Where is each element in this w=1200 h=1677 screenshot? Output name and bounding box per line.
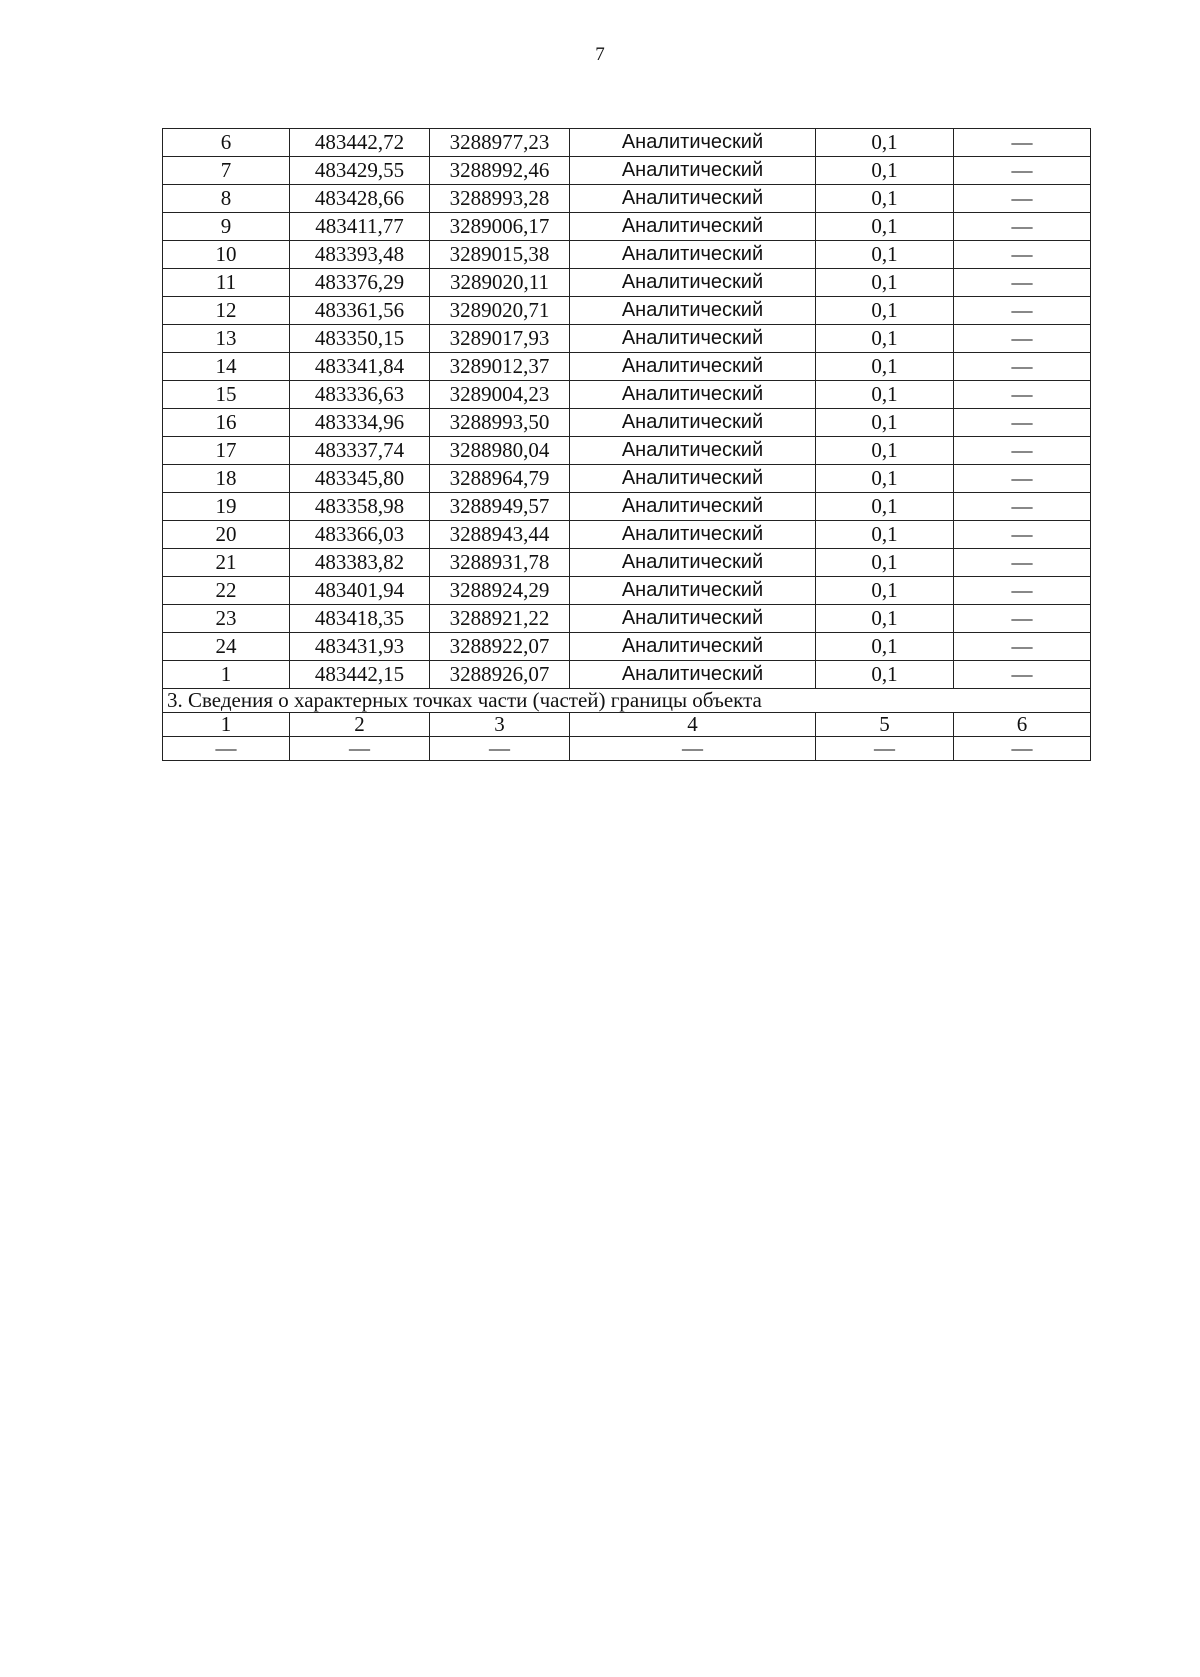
accuracy-cell: 0,1 bbox=[816, 521, 954, 549]
table-row bbox=[163, 437, 1091, 465]
y-coordinate-cell: 3289017,93 bbox=[430, 325, 570, 353]
accuracy-cell: 0,1 bbox=[816, 297, 954, 325]
accuracy-cell: 0,1 bbox=[816, 185, 954, 213]
point-number-cell: 23 bbox=[163, 605, 290, 633]
description-cell: — bbox=[954, 437, 1091, 465]
table-row bbox=[163, 549, 1091, 577]
table-row bbox=[163, 129, 1091, 157]
method-cell: Аналитический bbox=[570, 129, 816, 157]
method-cell: Аналитический bbox=[570, 213, 816, 241]
description-cell: — bbox=[954, 325, 1091, 353]
point-number-cell: 16 bbox=[163, 409, 290, 437]
table-row bbox=[163, 213, 1091, 241]
table-row bbox=[163, 465, 1091, 493]
point-number-cell: 17 bbox=[163, 437, 290, 465]
page-number: 7 bbox=[595, 44, 605, 65]
section3-header-cell: 1 bbox=[163, 713, 290, 737]
section3-empty-cell: — bbox=[430, 737, 570, 761]
method-cell: Аналитический bbox=[570, 353, 816, 381]
x-coordinate-cell: 483429,55 bbox=[290, 157, 430, 185]
point-number-cell: 19 bbox=[163, 493, 290, 521]
x-coordinate-cell: 483428,66 bbox=[290, 185, 430, 213]
x-coordinate-cell: 483350,15 bbox=[290, 325, 430, 353]
accuracy-cell: 0,1 bbox=[816, 549, 954, 577]
accuracy-cell: 0,1 bbox=[816, 213, 954, 241]
coordinates-table-body bbox=[163, 129, 1091, 689]
section3-header-cell: 4 bbox=[570, 713, 816, 737]
point-number-cell: 14 bbox=[163, 353, 290, 381]
description-cell: — bbox=[954, 465, 1091, 493]
table-row bbox=[163, 493, 1091, 521]
accuracy-cell: 0,1 bbox=[816, 465, 954, 493]
description-cell: — bbox=[954, 381, 1091, 409]
description-cell: — bbox=[954, 241, 1091, 269]
y-coordinate-cell: 3288993,50 bbox=[430, 409, 570, 437]
accuracy-cell: 0,1 bbox=[816, 409, 954, 437]
description-cell: — bbox=[954, 521, 1091, 549]
description-cell: — bbox=[954, 157, 1091, 185]
method-cell: Аналитический bbox=[570, 661, 816, 689]
y-coordinate-cell: 3288924,29 bbox=[430, 577, 570, 605]
table-row bbox=[163, 353, 1091, 381]
table-row bbox=[163, 269, 1091, 297]
x-coordinate-cell: 483337,74 bbox=[290, 437, 430, 465]
description-cell: — bbox=[954, 129, 1091, 157]
point-number-cell: 1 bbox=[163, 661, 290, 689]
x-coordinate-cell: 483334,96 bbox=[290, 409, 430, 437]
section3-header-cell: 5 bbox=[816, 713, 954, 737]
y-coordinate-cell: 3288977,23 bbox=[430, 129, 570, 157]
method-cell: Аналитический bbox=[570, 549, 816, 577]
point-number-cell: 9 bbox=[163, 213, 290, 241]
accuracy-cell: 0,1 bbox=[816, 129, 954, 157]
section3-header-row bbox=[163, 713, 1091, 737]
point-number-cell: 13 bbox=[163, 325, 290, 353]
section3-title: 3. Сведения о характерных точках части (частей) границы объекта bbox=[163, 689, 1091, 713]
accuracy-cell: 0,1 bbox=[816, 577, 954, 605]
x-coordinate-cell: 483383,82 bbox=[290, 549, 430, 577]
x-coordinate-cell: 483442,15 bbox=[290, 661, 430, 689]
point-number-cell: 11 bbox=[163, 269, 290, 297]
y-coordinate-cell: 3289012,37 bbox=[430, 353, 570, 381]
method-cell: Аналитический bbox=[570, 437, 816, 465]
accuracy-cell: 0,1 bbox=[816, 381, 954, 409]
description-cell: — bbox=[954, 493, 1091, 521]
method-cell: Аналитический bbox=[570, 493, 816, 521]
method-cell: Аналитический bbox=[570, 381, 816, 409]
accuracy-cell: 0,1 bbox=[816, 325, 954, 353]
description-cell: — bbox=[954, 353, 1091, 381]
x-coordinate-cell: 483376,29 bbox=[290, 269, 430, 297]
x-coordinate-cell: 483401,94 bbox=[290, 577, 430, 605]
coordinates-table bbox=[162, 128, 1091, 761]
accuracy-cell: 0,1 bbox=[816, 493, 954, 521]
table-row bbox=[163, 381, 1091, 409]
section3-title-row bbox=[163, 689, 1091, 713]
point-number-cell: 6 bbox=[163, 129, 290, 157]
accuracy-cell: 0,1 bbox=[816, 157, 954, 185]
table-row bbox=[163, 297, 1091, 325]
point-number-cell: 22 bbox=[163, 577, 290, 605]
table-row bbox=[163, 185, 1091, 213]
method-cell: Аналитический bbox=[570, 297, 816, 325]
description-cell: — bbox=[954, 605, 1091, 633]
x-coordinate-cell: 483442,72 bbox=[290, 129, 430, 157]
description-cell: — bbox=[954, 185, 1091, 213]
table-row bbox=[163, 325, 1091, 353]
table-row bbox=[163, 157, 1091, 185]
point-number-cell: 20 bbox=[163, 521, 290, 549]
description-cell: — bbox=[954, 633, 1091, 661]
section3-empty-cell: — bbox=[290, 737, 430, 761]
point-number-cell: 18 bbox=[163, 465, 290, 493]
x-coordinate-cell: 483345,80 bbox=[290, 465, 430, 493]
table-row bbox=[163, 633, 1091, 661]
table-row bbox=[163, 577, 1091, 605]
x-coordinate-cell: 483336,63 bbox=[290, 381, 430, 409]
x-coordinate-cell: 483431,93 bbox=[290, 633, 430, 661]
x-coordinate-cell: 483393,48 bbox=[290, 241, 430, 269]
y-coordinate-cell: 3288980,04 bbox=[430, 437, 570, 465]
method-cell: Аналитический bbox=[570, 633, 816, 661]
y-coordinate-cell: 3288926,07 bbox=[430, 661, 570, 689]
point-number-cell: 8 bbox=[163, 185, 290, 213]
table-row bbox=[163, 605, 1091, 633]
method-cell: Аналитический bbox=[570, 605, 816, 633]
y-coordinate-cell: 3288931,78 bbox=[430, 549, 570, 577]
y-coordinate-cell: 3288964,79 bbox=[430, 465, 570, 493]
section3-body bbox=[163, 689, 1091, 761]
accuracy-cell: 0,1 bbox=[816, 353, 954, 381]
accuracy-cell: 0,1 bbox=[816, 633, 954, 661]
table-row bbox=[163, 521, 1091, 549]
method-cell: Аналитический bbox=[570, 577, 816, 605]
y-coordinate-cell: 3288992,46 bbox=[430, 157, 570, 185]
x-coordinate-cell: 483361,56 bbox=[290, 297, 430, 325]
method-cell: Аналитический bbox=[570, 157, 816, 185]
accuracy-cell: 0,1 bbox=[816, 437, 954, 465]
y-coordinate-cell: 3289015,38 bbox=[430, 241, 570, 269]
table-row bbox=[163, 409, 1091, 437]
section3-empty-cell: — bbox=[816, 737, 954, 761]
y-coordinate-cell: 3288922,07 bbox=[430, 633, 570, 661]
method-cell: Аналитический bbox=[570, 269, 816, 297]
y-coordinate-cell: 3288921,22 bbox=[430, 605, 570, 633]
section3-empty-cell: — bbox=[570, 737, 816, 761]
x-coordinate-cell: 483411,77 bbox=[290, 213, 430, 241]
method-cell: Аналитический bbox=[570, 465, 816, 493]
description-cell: — bbox=[954, 297, 1091, 325]
section3-header-cell: 3 bbox=[430, 713, 570, 737]
accuracy-cell: 0,1 bbox=[816, 605, 954, 633]
method-cell: Аналитический bbox=[570, 521, 816, 549]
accuracy-cell: 0,1 bbox=[816, 241, 954, 269]
description-cell: — bbox=[954, 269, 1091, 297]
description-cell: — bbox=[954, 577, 1091, 605]
section3-empty-row bbox=[163, 737, 1091, 761]
x-coordinate-cell: 483366,03 bbox=[290, 521, 430, 549]
y-coordinate-cell: 3288949,57 bbox=[430, 493, 570, 521]
description-cell: — bbox=[954, 409, 1091, 437]
point-number-cell: 7 bbox=[163, 157, 290, 185]
x-coordinate-cell: 483358,98 bbox=[290, 493, 430, 521]
section3-header-cell: 2 bbox=[290, 713, 430, 737]
point-number-cell: 10 bbox=[163, 241, 290, 269]
method-cell: Аналитический bbox=[570, 325, 816, 353]
description-cell: — bbox=[954, 213, 1091, 241]
y-coordinate-cell: 3289020,71 bbox=[430, 297, 570, 325]
y-coordinate-cell: 3289006,17 bbox=[430, 213, 570, 241]
point-number-cell: 24 bbox=[163, 633, 290, 661]
y-coordinate-cell: 3288993,28 bbox=[430, 185, 570, 213]
method-cell: Аналитический bbox=[570, 185, 816, 213]
table-row bbox=[163, 241, 1091, 269]
section3-header-cell: 6 bbox=[954, 713, 1091, 737]
section3-empty-cell: — bbox=[163, 737, 290, 761]
point-number-cell: 12 bbox=[163, 297, 290, 325]
description-cell: — bbox=[954, 661, 1091, 689]
point-number-cell: 21 bbox=[163, 549, 290, 577]
y-coordinate-cell: 3288943,44 bbox=[430, 521, 570, 549]
method-cell: Аналитический bbox=[570, 241, 816, 269]
x-coordinate-cell: 483341,84 bbox=[290, 353, 430, 381]
x-coordinate-cell: 483418,35 bbox=[290, 605, 430, 633]
y-coordinate-cell: 3289020,11 bbox=[430, 269, 570, 297]
point-number-cell: 15 bbox=[163, 381, 290, 409]
accuracy-cell: 0,1 bbox=[816, 661, 954, 689]
method-cell: Аналитический bbox=[570, 409, 816, 437]
y-coordinate-cell: 3289004,23 bbox=[430, 381, 570, 409]
accuracy-cell: 0,1 bbox=[816, 269, 954, 297]
table-row bbox=[163, 661, 1091, 689]
section3-empty-cell: — bbox=[954, 737, 1091, 761]
description-cell: — bbox=[954, 549, 1091, 577]
